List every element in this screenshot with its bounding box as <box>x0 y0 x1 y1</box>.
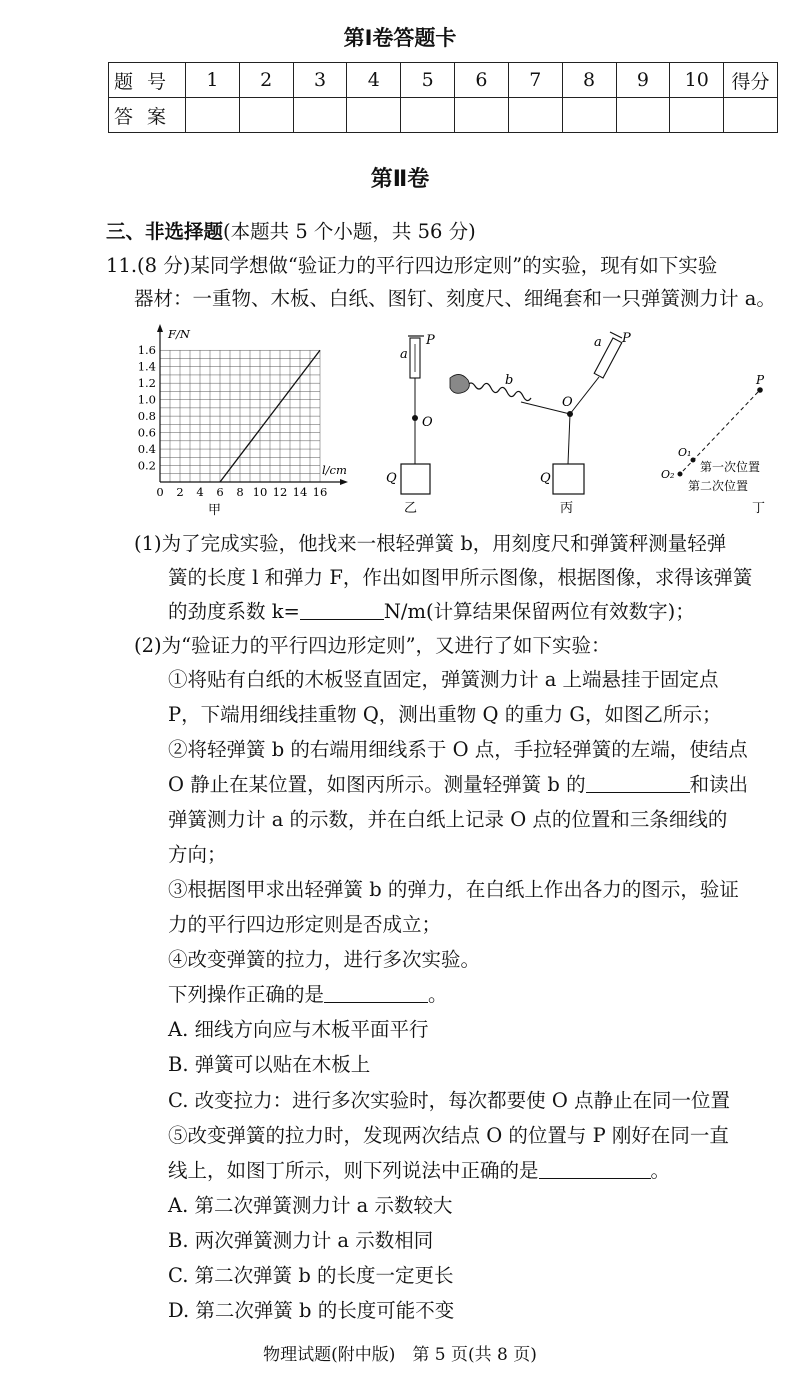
answer-cell[interactable] <box>562 98 616 133</box>
answer-cell[interactable] <box>670 98 724 133</box>
x-axis-arrow <box>340 479 348 485</box>
spring-b <box>467 383 531 401</box>
weight-q <box>401 464 430 494</box>
p2-line1: (2)为“验证力的平行四边形定则”，又进行了如下实验： <box>134 634 611 657</box>
step2-d: 方向； <box>168 843 227 866</box>
option2-d: D. 第二次弹簧 b 的长度可能不变 <box>168 1299 455 1322</box>
label-q: Q <box>540 471 551 486</box>
caption-yi: 乙 <box>404 501 418 516</box>
col-num: 2 <box>239 63 293 98</box>
step2-c: 弹簧测力计 a 的示数，并在白纸上记录 O 点的位置和三条细线的 <box>168 808 728 831</box>
row-label-number: 题号 <box>109 63 186 98</box>
chart-jia <box>138 324 348 499</box>
step3-b: 力的平行四边形定则是否成立； <box>168 913 442 936</box>
x-tick-label: 4 <box>196 485 204 499</box>
answer-cell[interactable] <box>616 98 670 133</box>
answer-blank-measure[interactable] <box>586 774 690 793</box>
answer-blank-ops[interactable] <box>324 984 428 1003</box>
col-num: 9 <box>616 63 670 98</box>
label-pos1: 第一次位置 <box>700 460 761 474</box>
table-row <box>109 98 778 133</box>
q11-intro-1: 11.(8 分)某同学想做“验证力的平行四边形定则”的实验，现有如下实验 <box>106 254 718 277</box>
col-num: 4 <box>347 63 401 98</box>
figure-yi <box>386 333 435 516</box>
page-footer: 物理试题(附中版) 第 5 页(共 8 页) <box>263 1345 537 1365</box>
knot-o <box>412 415 418 421</box>
x-axis-label: l/cm <box>322 463 347 477</box>
label-p: P <box>622 331 631 346</box>
p1-line2: 簧的长度 l 和弹力 F，作出如图甲所示图像，根据图像，求得该弹簧 <box>168 566 753 589</box>
option2-a: A. 第二次弹簧测力计 a 示数较大 <box>168 1194 453 1217</box>
x-tick-label: 8 <box>236 485 244 499</box>
col-num: 3 <box>293 63 347 98</box>
answer-cell[interactable] <box>186 98 240 133</box>
row-label-answer: 答案 <box>109 98 186 133</box>
x-tick-label: 14 <box>292 485 308 499</box>
figure-ding <box>661 373 765 516</box>
label-p: P <box>756 373 765 387</box>
hand-icon <box>450 374 469 393</box>
label-o: O <box>422 415 433 430</box>
y-tick-label: 0.6 <box>137 425 156 440</box>
y-tick-label: 1.0 <box>137 392 156 407</box>
y-axis-label: F/N <box>168 327 190 341</box>
option-a: A. 细线方向应与木板平面平行 <box>168 1018 429 1041</box>
y-tick-label: 0.8 <box>137 409 156 424</box>
answer-blank-correct[interactable] <box>539 1160 651 1179</box>
col-num: 5 <box>401 63 455 98</box>
figures <box>110 322 790 518</box>
step1-a: ①将贴有白纸的木板竖直固定，弹簧测力计 a 上端悬挂于固定点 <box>168 668 719 691</box>
col-num: 7 <box>508 63 562 98</box>
answer-cell[interactable] <box>239 98 293 133</box>
figure-bing <box>450 331 631 516</box>
col-num: 8 <box>562 63 616 98</box>
step4: ④改变弹簧的拉力，进行多次实验。 <box>168 948 481 971</box>
label-p: P <box>426 333 435 348</box>
question-ops: 下列操作正确的是 。 <box>168 983 448 1006</box>
caption-bing: 丙 <box>560 501 574 516</box>
p1-line1: (1)为了完成实验，他找来一根轻弹簧 b，用刻度尺和弹簧秤测量轻弹 <box>134 532 727 555</box>
step2-b: O 静止在某位置，如图丙所示。测量轻弹簧 b 的 和读出 <box>168 773 749 796</box>
label-q: Q <box>386 471 397 486</box>
answer-cell[interactable] <box>508 98 562 133</box>
answer-cell[interactable] <box>455 98 509 133</box>
point-p <box>757 387 763 393</box>
x-tick-label: 0 <box>156 485 164 499</box>
weight-q <box>553 464 584 494</box>
answer-blank-k[interactable] <box>300 601 384 620</box>
q11-intro-2: 器材：一重物、木板、白纸、图钉、刻度尺、细绳套和一只弹簧测力计 a。 <box>134 287 776 310</box>
x-tick-label: 10 <box>252 485 268 499</box>
part2-title: 第Ⅱ卷 <box>370 167 430 192</box>
caption-ding: 丁 <box>752 501 766 516</box>
label-a: a <box>400 347 408 362</box>
step1-b: P，下端用细线挂重物 Q，测出重物 Q 的重力 G，如图乙所示； <box>168 703 722 726</box>
label-a: a <box>594 335 602 350</box>
answer-card-title: 第Ⅰ卷答题卡 <box>343 26 457 50</box>
x-tick-label: 2 <box>176 485 184 499</box>
label-o2: O₂ <box>661 468 675 481</box>
step2-a: ②将轻弹簧 b 的右端用细线系于 O 点，手拉轻弹簧的左端，使结点 <box>168 738 748 761</box>
step5-a: ⑤改变弹簧的拉力时，发现两次结点 O 的位置与 P 刚好在同一直 <box>168 1124 729 1147</box>
point-o2 <box>678 472 683 477</box>
y-tick-label: 0.4 <box>137 442 156 457</box>
y-tick-label: 1.2 <box>137 376 156 391</box>
answer-cell[interactable] <box>293 98 347 133</box>
x-tick-label: 6 <box>216 485 224 499</box>
label-pos2: 第二次位置 <box>688 479 749 493</box>
col-num: 1 <box>186 63 240 98</box>
label-o1: O₁ <box>678 446 692 459</box>
col-num: 6 <box>455 63 509 98</box>
section-heading: 三、非选择题(本题共 5 个小题，共 56 分) <box>106 220 476 243</box>
col-num: 10 <box>670 63 724 98</box>
answer-cell[interactable] <box>347 98 401 133</box>
x-tick-label: 12 <box>272 485 288 499</box>
y-tick-label: 0.2 <box>137 458 156 473</box>
step3-a: ③根据图甲求出轻弹簧 b 的弹力，在白纸上作出各力的图示，验证 <box>168 878 739 901</box>
option-b: B. 弹簧可以贴在木板上 <box>168 1053 371 1076</box>
option2-b: B. 两次弹簧测力计 a 示数相同 <box>168 1229 434 1252</box>
y-axis-arrow <box>157 324 163 332</box>
label-o: O <box>562 395 573 410</box>
answer-table <box>108 62 778 133</box>
col-score: 得分 <box>724 63 778 98</box>
option-c: C. 改变拉力：进行多次实验时，每次都要使 O 点静止在同一位置 <box>168 1089 731 1112</box>
label-b: b <box>505 373 514 388</box>
y-tick-label: 1.4 <box>137 359 156 374</box>
y-tick-label: 1.6 <box>137 343 156 358</box>
p1-line3: 的劲度系数 k= N/m(计算结果保留两位有效数字)； <box>168 600 695 623</box>
caption-jia: 甲 <box>208 503 222 518</box>
step5-b: 线上，如图丁所示，则下列说法中正确的是 。 <box>168 1159 671 1182</box>
answer-cell[interactable] <box>401 98 455 133</box>
option2-c: C. 第二次弹簧 b 的长度一定更长 <box>168 1264 454 1287</box>
x-tick-label: 16 <box>312 485 328 499</box>
score-cell[interactable] <box>724 98 778 133</box>
table-row <box>109 63 778 98</box>
